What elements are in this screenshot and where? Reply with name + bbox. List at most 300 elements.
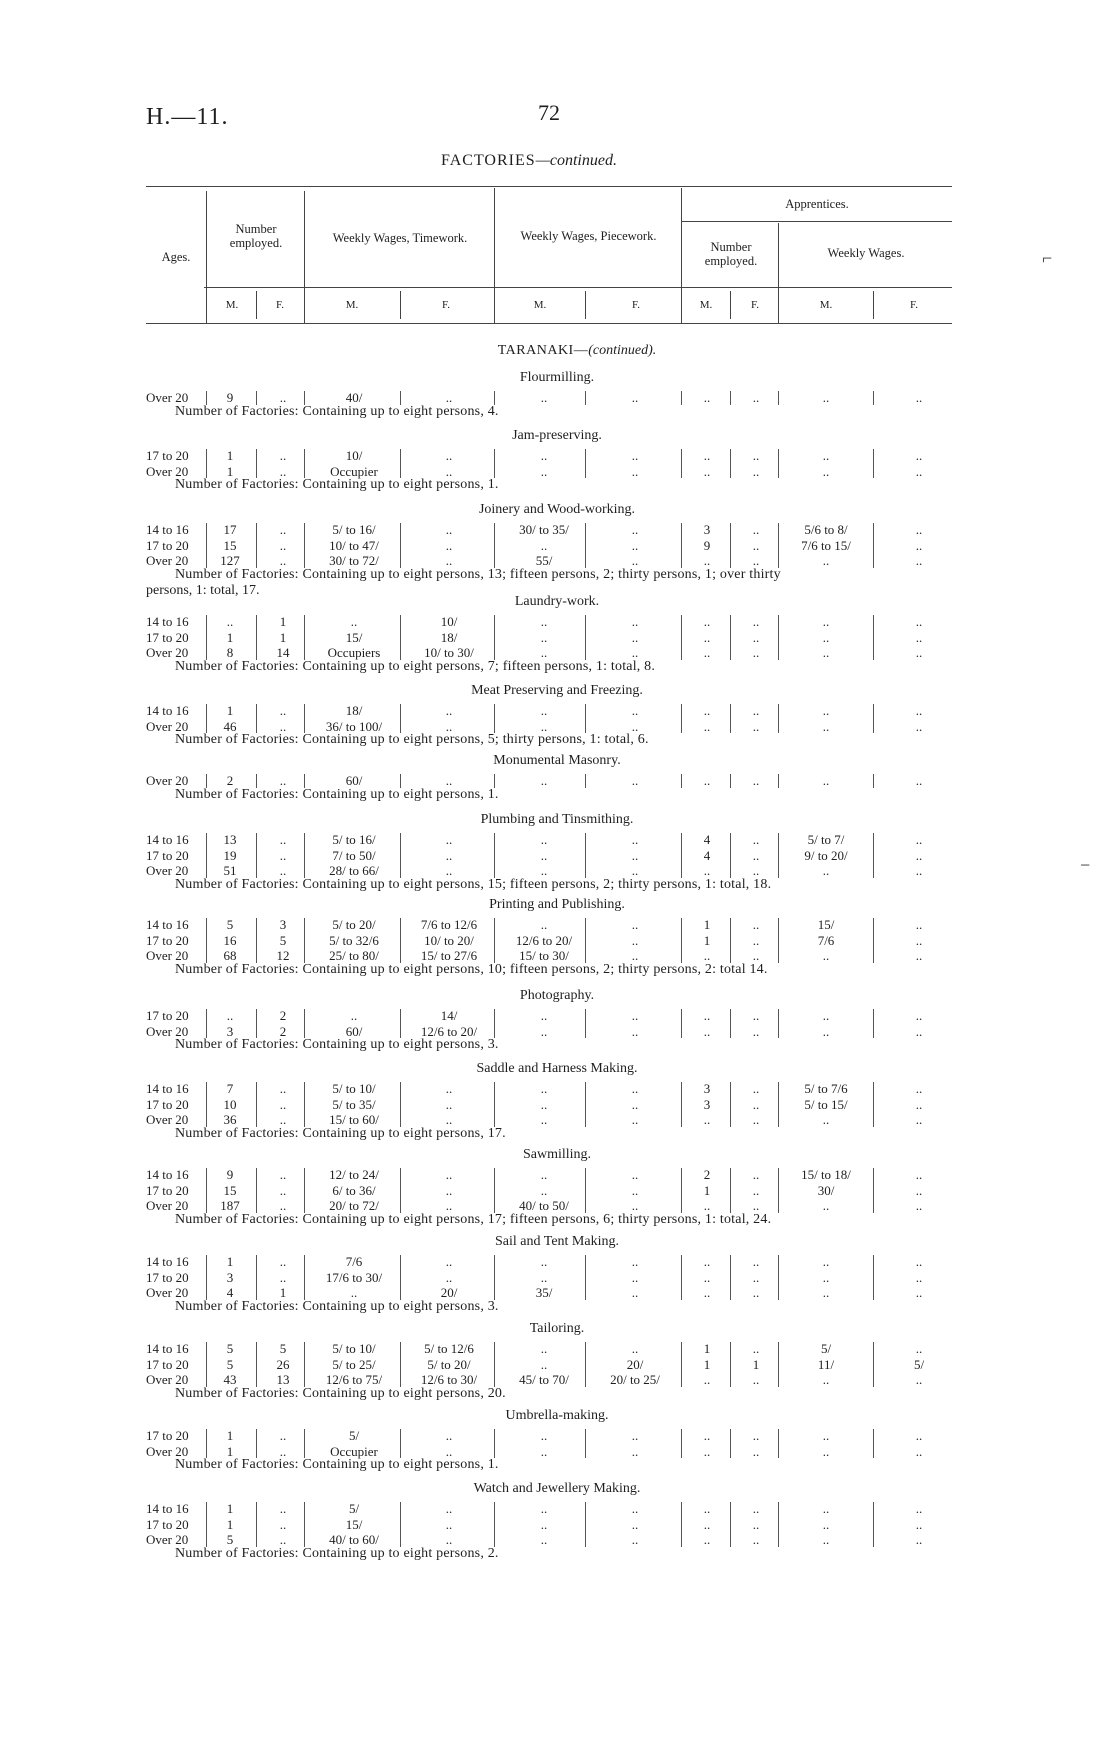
cell-apprentice-f: .. xyxy=(752,448,760,463)
cell-age: Over 20 xyxy=(146,1532,189,1547)
cell-apprentice-wage-f: .. xyxy=(915,614,923,629)
column-separator xyxy=(873,449,874,478)
column-separator xyxy=(206,449,207,478)
column-separator xyxy=(778,918,779,963)
region-name: TARANAKI— xyxy=(497,343,589,358)
cell-piecework-m: .. xyxy=(540,718,548,734)
cell-piecework-m: 55/ xyxy=(535,553,553,568)
cell-apprentice-m: .. xyxy=(703,553,711,568)
cell-piecework-m: .. xyxy=(540,832,548,847)
cell-age: Over 20 xyxy=(146,645,189,660)
column-separator xyxy=(400,918,401,963)
cell-apprentice-wage-m: 7/6 xyxy=(817,932,835,948)
table-row xyxy=(0,703,1114,718)
column-separator xyxy=(256,1502,257,1547)
cell-age: 14 to 16 xyxy=(146,703,189,718)
column-separator xyxy=(730,774,731,788)
cell-apprentice-m: .. xyxy=(703,1008,711,1023)
cell-employed-f: .. xyxy=(279,1096,287,1112)
column-separator xyxy=(256,833,257,878)
cell-age: 17 to 20 xyxy=(146,1428,189,1443)
cell-apprentice-m: .. xyxy=(703,1254,711,1269)
cell-apprentice-wage-f: .. xyxy=(915,537,923,553)
column-separator xyxy=(400,704,401,733)
col-rule xyxy=(873,291,874,319)
cell-apprentice-m: .. xyxy=(703,718,711,734)
cell-apprentice-m: .. xyxy=(703,1198,711,1213)
column-separator xyxy=(873,918,874,963)
cell-apprentice-f: .. xyxy=(752,1008,760,1023)
cell-apprentice-m: 9 xyxy=(703,537,711,553)
cell-timework-f: 10/ xyxy=(440,614,458,629)
column-separator xyxy=(730,1502,731,1547)
column-separator xyxy=(585,1342,586,1387)
cell-apprentice-wage-f: .. xyxy=(915,1112,923,1127)
column-separator xyxy=(400,1429,401,1458)
cell-apprentice-wage-m: 15/ to 18/ xyxy=(801,1167,851,1182)
cell-piecework-f: .. xyxy=(631,917,639,932)
cell-piecework-m: .. xyxy=(540,1501,548,1516)
cell-timework-m: 5/ to 20/ xyxy=(332,917,376,932)
cell-apprentice-m: .. xyxy=(703,1443,711,1459)
cell-apprentice-wage-f: .. xyxy=(915,917,923,932)
table-row xyxy=(0,1097,1114,1112)
cell-piecework-m: .. xyxy=(540,773,548,788)
cell-piecework-f: .. xyxy=(631,1532,639,1547)
table-row xyxy=(0,832,1114,847)
header-number-employed: Number employed. xyxy=(229,222,283,250)
cell-age: 14 to 16 xyxy=(146,832,189,847)
column-separator xyxy=(730,833,731,878)
column-separator xyxy=(681,1009,682,1038)
cell-piecework-f: .. xyxy=(631,948,639,963)
cell-timework-f: 12/6 to 20/ xyxy=(420,1023,478,1039)
column-separator xyxy=(494,1082,495,1127)
cell-piecework-f: .. xyxy=(631,1501,639,1516)
cell-timework-m: 5/ to 16/ xyxy=(332,832,376,847)
cell-employed-f: 2 xyxy=(279,1023,287,1039)
cell-apprentice-wage-f: .. xyxy=(915,553,923,568)
table-row xyxy=(0,933,1114,948)
cell-employed-m: 127 xyxy=(220,553,240,568)
column-separator xyxy=(494,1255,495,1300)
column-separator xyxy=(585,449,586,478)
cell-apprentice-wage-f: .. xyxy=(915,1167,923,1182)
cell-employed-m: 16 xyxy=(223,932,237,948)
column-separator xyxy=(400,523,401,568)
cell-apprentice-wage-m: .. xyxy=(822,1532,830,1547)
column-separator xyxy=(778,615,779,660)
cell-employed-f: .. xyxy=(279,832,287,847)
cell-employed-f: .. xyxy=(279,773,287,788)
header-f: F. xyxy=(632,299,640,311)
column-separator xyxy=(730,615,731,660)
section-title: Jam-preserving. xyxy=(512,428,602,443)
column-separator xyxy=(873,833,874,878)
factories-note: Number of Factories: Containing up to eight persons, 20. xyxy=(175,1385,506,1401)
section-title: Printing and Publishing. xyxy=(489,897,625,912)
cell-piecework-f: .. xyxy=(631,1428,639,1443)
column-separator xyxy=(873,1082,874,1127)
column-separator xyxy=(494,615,495,660)
cell-employed-f: .. xyxy=(279,847,287,863)
cell-employed-m: 15 xyxy=(223,537,237,553)
cell-age: 14 to 16 xyxy=(146,522,189,537)
cell-employed-f: .. xyxy=(279,863,287,878)
column-separator xyxy=(681,523,682,568)
column-separator xyxy=(494,833,495,878)
cell-timework-m: 5/ to 32/6 xyxy=(329,932,379,948)
cell-apprentice-m: .. xyxy=(703,863,711,878)
cell-apprentice-f: .. xyxy=(752,703,760,718)
cell-piecework-f: .. xyxy=(631,1198,639,1213)
column-separator xyxy=(681,1342,682,1387)
cell-employed-m: 43 xyxy=(223,1372,237,1387)
cell-piecework-f: .. xyxy=(631,832,639,847)
column-separator xyxy=(400,615,401,660)
cell-timework-f: .. xyxy=(445,1501,453,1516)
column-separator xyxy=(778,1502,779,1547)
column-separator xyxy=(256,449,257,478)
cell-age: 14 to 16 xyxy=(146,1167,189,1182)
cell-apprentice-wage-f: .. xyxy=(915,1428,923,1443)
cell-employed-f: 12 xyxy=(276,948,290,963)
cell-piecework-m: .. xyxy=(540,1081,548,1096)
cell-age: Over 20 xyxy=(146,1372,189,1387)
cell-age: 14 to 16 xyxy=(146,614,189,629)
cell-apprentice-wage-f: .. xyxy=(915,1254,923,1269)
cell-apprentice-wage-f: .. xyxy=(915,1023,923,1039)
table-row xyxy=(0,1532,1114,1547)
cell-timework-m: 28/ to 66/ xyxy=(329,863,379,878)
cell-apprentice-m: .. xyxy=(703,1428,711,1443)
header-top-rule xyxy=(146,186,952,187)
cell-apprentice-wage-f: .. xyxy=(915,1285,923,1300)
cell-apprentice-f: .. xyxy=(752,1269,760,1285)
column-separator xyxy=(585,1255,586,1300)
cell-timework-f: .. xyxy=(445,1516,453,1532)
cell-apprentice-wage-m: 15/ xyxy=(817,917,835,932)
header-ages: Ages. xyxy=(161,250,191,264)
cell-apprentice-f: .. xyxy=(752,773,760,788)
cell-age: 17 to 20 xyxy=(146,1516,189,1532)
header-f: F. xyxy=(442,299,450,311)
cell-employed-m: 19 xyxy=(223,847,237,863)
cell-apprentice-f: .. xyxy=(752,718,760,734)
cell-employed-f: .. xyxy=(279,1269,287,1285)
cell-apprentice-f: .. xyxy=(752,553,760,568)
cell-apprentice-wage-f: .. xyxy=(915,390,923,405)
column-separator xyxy=(681,1168,682,1213)
cell-piecework-m: .. xyxy=(540,1008,548,1023)
cell-timework-m: 12/6 to 75/ xyxy=(325,1372,383,1387)
column-separator xyxy=(304,1255,305,1300)
cell-employed-f: .. xyxy=(279,463,287,479)
column-separator xyxy=(873,1168,874,1213)
cell-apprentice-m: .. xyxy=(703,1269,711,1285)
table-row xyxy=(0,1254,1114,1269)
column-separator xyxy=(206,1009,207,1038)
column-separator xyxy=(206,833,207,878)
cell-age: Over 20 xyxy=(146,1023,189,1039)
column-separator xyxy=(304,615,305,660)
column-separator xyxy=(304,1342,305,1387)
cell-apprentice-wage-f: .. xyxy=(915,703,923,718)
cell-employed-f: .. xyxy=(279,390,287,405)
header-app-number-employed: Number employed. xyxy=(704,240,758,268)
table-row xyxy=(0,1501,1114,1516)
cell-age: 17 to 20 xyxy=(146,629,189,645)
col-rule xyxy=(256,291,257,319)
cell-timework-m: 30/ to 72/ xyxy=(329,553,379,568)
margin-mark: ⌐ xyxy=(1042,248,1053,268)
cell-apprentice-wage-f: .. xyxy=(915,1372,923,1387)
cell-piecework-m: .. xyxy=(540,847,548,863)
cell-timework-m: 15/ to 60/ xyxy=(329,1112,379,1127)
factories-note: Number of Factories: Containing up to eight persons, 3. xyxy=(175,1298,499,1314)
cell-apprentice-wage-m: .. xyxy=(822,1112,830,1127)
cell-employed-m: 15 xyxy=(223,1182,237,1198)
column-separator xyxy=(681,704,682,733)
cell-piecework-m: .. xyxy=(540,1532,548,1547)
cell-timework-f: .. xyxy=(445,863,453,878)
factories-note: Number of Factories: Containing up to eight persons, 17. xyxy=(175,1125,506,1141)
cell-timework-m: 5/ xyxy=(348,1501,360,1516)
cell-piecework-f: .. xyxy=(631,932,639,948)
cell-apprentice-wage-m: .. xyxy=(822,703,830,718)
cell-apprentice-wage-m: .. xyxy=(822,1443,830,1459)
table-row xyxy=(0,1517,1114,1532)
cell-apprentice-f: .. xyxy=(752,832,760,847)
cell-piecework-m: .. xyxy=(540,390,548,405)
column-separator xyxy=(206,1082,207,1127)
cell-apprentice-m: .. xyxy=(703,629,711,645)
header-f: F. xyxy=(751,299,759,311)
cell-apprentice-f: .. xyxy=(752,390,760,405)
cell-apprentice-wage-m: .. xyxy=(822,1501,830,1516)
cell-apprentice-wage-f: .. xyxy=(915,1341,923,1356)
cell-apprentice-f: .. xyxy=(752,932,760,948)
cell-apprentice-m: .. xyxy=(703,1112,711,1127)
cell-apprentice-wage-f: .. xyxy=(915,1182,923,1198)
column-separator xyxy=(778,1255,779,1300)
header-f: F. xyxy=(910,299,918,311)
header-m: M. xyxy=(533,299,547,311)
column-separator xyxy=(494,449,495,478)
column-separator xyxy=(304,449,305,478)
cell-employed-m: 2 xyxy=(226,773,234,788)
column-separator xyxy=(730,523,731,568)
cell-employed-f: .. xyxy=(279,1428,287,1443)
cell-apprentice-m: .. xyxy=(703,463,711,479)
cell-age: 14 to 16 xyxy=(146,917,189,932)
cell-age: Over 20 xyxy=(146,390,189,405)
section-title: Laundry-work. xyxy=(514,594,600,609)
table-row xyxy=(0,1167,1114,1182)
cell-timework-m: Occupier xyxy=(330,463,378,479)
cell-apprentice-m: .. xyxy=(703,390,711,405)
cell-piecework-m: 35/ xyxy=(535,1285,553,1300)
column-separator xyxy=(585,704,586,733)
col-rule xyxy=(304,191,305,323)
cell-apprentice-wage-m: .. xyxy=(822,1428,830,1443)
cell-employed-m: 3 xyxy=(226,1269,234,1285)
table-row xyxy=(0,448,1114,463)
cell-apprentice-wage-m: .. xyxy=(822,1254,830,1269)
cell-apprentice-m: .. xyxy=(703,645,711,660)
cell-employed-f: .. xyxy=(279,1254,287,1269)
cell-employed-m: 8 xyxy=(226,645,234,660)
cell-timework-f: .. xyxy=(445,1254,453,1269)
cell-timework-f: .. xyxy=(445,553,453,568)
cell-timework-f: 12/6 to 30/ xyxy=(420,1372,478,1387)
cell-apprentice-wage-f: 5/ xyxy=(913,1356,925,1372)
column-separator xyxy=(304,918,305,963)
column-separator xyxy=(206,1255,207,1300)
margin-mark: − xyxy=(1080,855,1091,875)
column-separator xyxy=(256,615,257,660)
column-separator xyxy=(585,918,586,963)
cell-piecework-f: .. xyxy=(631,1112,639,1127)
cell-piecework-m: .. xyxy=(540,1428,548,1443)
cell-age: 17 to 20 xyxy=(146,1356,189,1372)
cell-timework-f: .. xyxy=(445,1532,453,1547)
cell-age: 17 to 20 xyxy=(146,1182,189,1198)
section-title: Sawmilling. xyxy=(522,1147,592,1162)
section-title: Meat Preserving and Freezing. xyxy=(471,683,643,698)
cell-employed-m: 187 xyxy=(220,1198,240,1213)
column-separator xyxy=(304,774,305,788)
cell-apprentice-f: .. xyxy=(752,1341,760,1356)
cell-apprentice-wage-m: .. xyxy=(822,1285,830,1300)
cell-apprentice-wage-m: .. xyxy=(822,1008,830,1023)
cell-piecework-m: .. xyxy=(540,1167,548,1182)
cell-age: 17 to 20 xyxy=(146,847,189,863)
cell-employed-m: 68 xyxy=(223,948,237,963)
cell-apprentice-m: .. xyxy=(703,773,711,788)
cell-timework-m: 5/ to 16/ xyxy=(332,522,376,537)
cell-apprentice-wage-m: 5/ xyxy=(820,1341,832,1356)
cell-apprentice-f: .. xyxy=(752,917,760,932)
table-row xyxy=(0,1183,1114,1198)
cell-apprentice-f: .. xyxy=(752,847,760,863)
cell-apprentice-wage-f: .. xyxy=(915,773,923,788)
cell-apprentice-m: .. xyxy=(703,448,711,463)
column-separator xyxy=(681,1255,682,1300)
cell-age: 14 to 16 xyxy=(146,1081,189,1096)
cell-apprentice-f: .. xyxy=(752,1023,760,1039)
cell-piecework-f: .. xyxy=(631,1167,639,1182)
cell-employed-f: .. xyxy=(279,553,287,568)
cell-piecework-f: .. xyxy=(631,522,639,537)
cell-timework-m: 25/ to 80/ xyxy=(329,948,379,963)
section-title: Umbrella-making. xyxy=(505,1408,609,1423)
column-separator xyxy=(730,1082,731,1127)
cell-apprentice-wage-m: .. xyxy=(822,1269,830,1285)
cell-employed-m: 1 xyxy=(226,703,234,718)
column-separator xyxy=(681,774,682,788)
factories-note: Number of Factories: Containing up to eight persons, 1. xyxy=(175,1457,499,1472)
section-title: Flourmilling. xyxy=(519,370,595,385)
cell-employed-m: 9 xyxy=(226,1167,234,1182)
cell-employed-m: 1 xyxy=(226,1428,234,1443)
column-separator xyxy=(304,523,305,568)
cell-piecework-f: .. xyxy=(631,390,639,405)
cell-timework-f: .. xyxy=(445,1428,453,1443)
column-separator xyxy=(256,1255,257,1300)
column-separator xyxy=(400,1168,401,1213)
cell-piecework-f: .. xyxy=(631,703,639,718)
col-rule xyxy=(206,191,207,323)
cell-apprentice-m: .. xyxy=(703,614,711,629)
column-separator xyxy=(256,1342,257,1387)
cell-employed-m: .. xyxy=(226,1008,234,1023)
column-separator xyxy=(681,615,682,660)
cell-apprentice-f: .. xyxy=(752,1285,760,1300)
cell-piecework-f: .. xyxy=(631,1341,639,1356)
column-separator xyxy=(206,918,207,963)
cell-employed-m: 5 xyxy=(226,917,234,932)
cell-employed-m: 51 xyxy=(223,863,237,878)
column-separator xyxy=(494,523,495,568)
cell-piecework-f: .. xyxy=(631,847,639,863)
cell-timework-f: .. xyxy=(445,832,453,847)
cell-piecework-f: .. xyxy=(631,463,639,479)
cell-apprentice-m: 3 xyxy=(703,1081,711,1096)
cell-employed-f: .. xyxy=(279,1112,287,1127)
header-m: M. xyxy=(819,299,833,311)
header-m: M. xyxy=(225,299,239,311)
cell-timework-m: 5/ to 25/ xyxy=(332,1356,376,1372)
table-row xyxy=(0,464,1114,479)
cell-apprentice-f: .. xyxy=(752,1443,760,1459)
cell-timework-m: 20/ to 72/ xyxy=(329,1198,379,1213)
cell-timework-m: .. xyxy=(350,1285,358,1300)
column-separator xyxy=(585,391,586,405)
cell-piecework-f: 20/ to 25/ xyxy=(610,1372,660,1387)
column-separator xyxy=(730,1009,731,1038)
cell-piecework-m: 40/ to 50/ xyxy=(519,1198,569,1213)
factories-note: Number of Factories: Containing up to eight persons, 15; fifteen persons, 2; thirty persons, 1: total, 18. xyxy=(175,876,772,892)
cell-age: 17 to 20 xyxy=(146,1008,189,1023)
cell-timework-m: 10/ xyxy=(345,448,363,463)
cell-timework-f: .. xyxy=(445,448,453,463)
column-separator xyxy=(304,1082,305,1127)
cell-apprentice-m: 4 xyxy=(703,832,711,847)
apprentices-rule xyxy=(682,221,952,222)
column-separator xyxy=(304,1009,305,1038)
column-separator xyxy=(873,1502,874,1547)
cell-apprentice-wage-m: .. xyxy=(822,1198,830,1213)
column-separator xyxy=(256,523,257,568)
cell-piecework-m: .. xyxy=(540,1516,548,1532)
cell-employed-f: 26 xyxy=(276,1356,290,1372)
column-separator xyxy=(494,1502,495,1547)
cell-timework-f: .. xyxy=(445,1112,453,1127)
column-separator xyxy=(681,918,682,963)
column-separator xyxy=(873,523,874,568)
cell-timework-m: 18/ xyxy=(345,703,363,718)
table-row xyxy=(0,522,1114,537)
cell-employed-f: .. xyxy=(279,1443,287,1459)
table-row xyxy=(0,614,1114,629)
cell-piecework-m: 12/6 to 20/ xyxy=(515,932,573,948)
cell-timework-m: 17/6 to 30/ xyxy=(325,1269,383,1285)
cell-timework-m: 10/ to 47/ xyxy=(329,537,379,553)
cell-piecework-m: .. xyxy=(540,1254,548,1269)
cell-apprentice-wage-m: .. xyxy=(822,553,830,568)
cell-apprentice-wage-f: .. xyxy=(915,1269,923,1285)
